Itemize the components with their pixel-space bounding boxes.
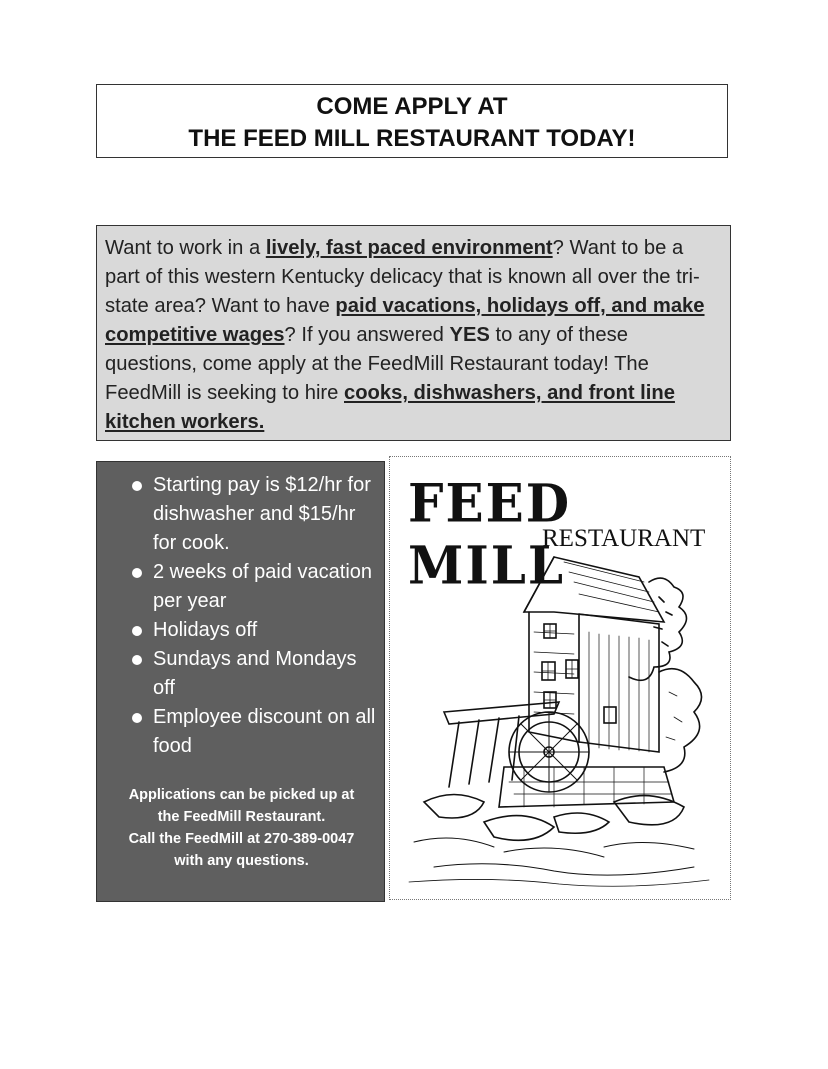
intro-text-3: ? If you answered: [284, 324, 450, 346]
intro-highlight-environment: lively, fast paced environment: [265, 237, 553, 259]
headline-line-1: COME APPLY AT: [316, 93, 508, 120]
apply-line-3: Call the FeedMill at 270-389-0047: [128, 831, 355, 847]
bullet-icon: [132, 713, 142, 723]
apply-line-2: the FeedMill Restaurant.: [157, 809, 326, 825]
bullet-icon: [132, 626, 142, 636]
intro-highlight-benefits: paid vacations, holidays off, and make competitive wages: [105, 295, 705, 346]
benefits-list: [97, 471, 386, 761]
headline-box: [96, 84, 728, 158]
intro-paragraph-box: [96, 225, 731, 441]
headline-line-2: THE FEED MILL RESTAURANT TODAY!: [188, 125, 636, 152]
logo-title: FEED MILL: [408, 472, 572, 596]
intro-text-4: to any of these questions, come apply at the FeedMill Restaurant today! The FeedMill is seeking to hire: [105, 324, 649, 404]
apply-line-4: with any questions.: [174, 853, 309, 869]
benefit-item-discount: Employee discount on all food: [97, 703, 386, 761]
benefits-box: [96, 461, 385, 902]
bullet-icon: [132, 481, 142, 491]
intro-text-2: ? Want to be a part of this western Kentucky delicacy that is known all over the tri-state area? Want to have: [105, 237, 700, 317]
benefit-item-vacation: 2 weeks of paid vacation per year: [97, 558, 386, 616]
application-instructions: [97, 784, 386, 872]
intro-text-1: Want to work in a: [105, 237, 266, 259]
bullet-icon: [132, 568, 142, 578]
apply-line-1: Applications can be picked up at: [128, 787, 355, 803]
restaurant-logo-box: [389, 456, 731, 900]
intro-yes: YES: [449, 324, 490, 346]
benefit-item-holidays: Holidays off: [97, 616, 386, 645]
logo-subtitle: RESTAURANT: [542, 525, 706, 552]
benefit-item-days-off: Sundays and Mondays off: [97, 645, 386, 703]
mill-illustration: [404, 552, 714, 892]
bullet-icon: [132, 655, 142, 665]
intro-highlight-positions: cooks, dishwashers, and front line kitchen workers.: [105, 382, 675, 433]
benefit-item-pay: Starting pay is $12/hr for dishwasher and $15/hr for cook.: [97, 471, 386, 558]
